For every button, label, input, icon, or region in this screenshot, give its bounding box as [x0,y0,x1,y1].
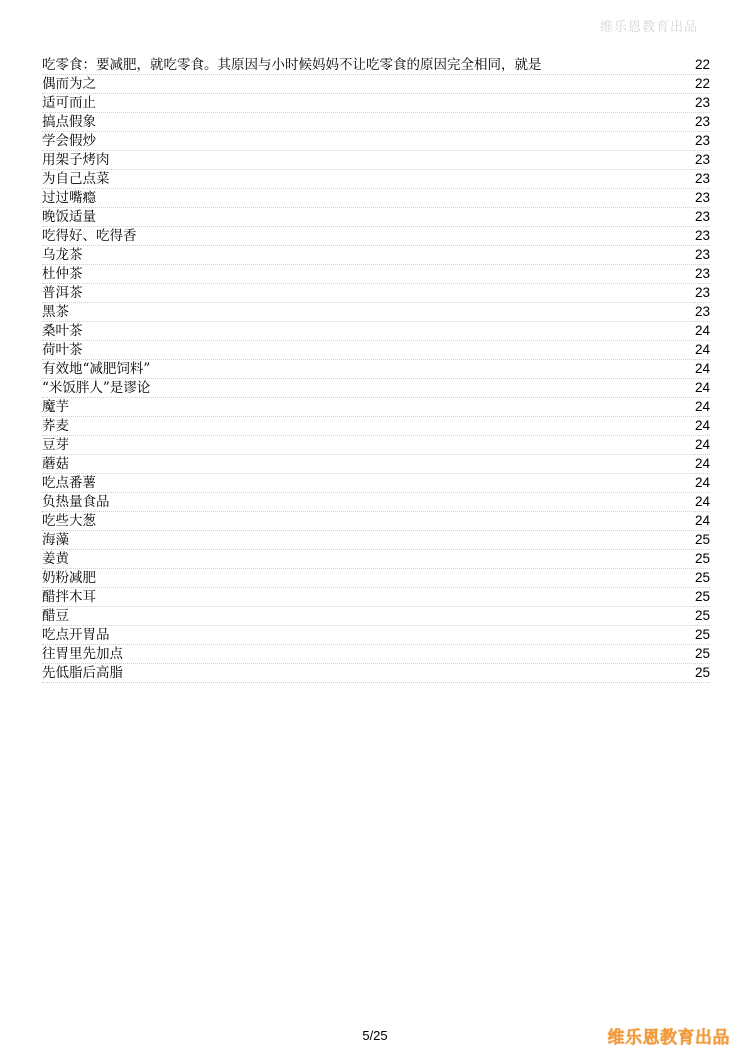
toc-entry-page: 24 [694,399,710,414]
toc-entry[interactable] [42,474,710,493]
toc-entry[interactable] [42,360,710,379]
toc-entry[interactable] [42,417,710,436]
toc-entry-title: 黑茶 [42,304,69,320]
toc-entry-title: 为自己点菜 [42,171,110,187]
toc-entry-title: 醋豆 [42,608,69,624]
toc-entry-page: 25 [694,532,710,547]
toc-entry-page: 23 [694,114,710,129]
toc-entry-title: 豆芽 [42,437,69,453]
toc-entry-page: 25 [694,665,710,680]
toc-entry-page: 23 [694,209,710,224]
toc-entry[interactable] [42,151,710,170]
toc-entry-page: 24 [694,323,710,338]
toc-entry-title: 有效地“减肥饲料” [42,361,151,377]
toc-entry-title: 桑叶茶 [42,323,83,339]
table-of-contents [42,56,710,683]
toc-entry[interactable] [42,569,710,588]
toc-entry[interactable] [42,398,710,417]
toc-entry-page: 23 [694,95,710,110]
toc-entry-page: 24 [694,342,710,357]
toc-entry-title: 学会假炒 [42,133,96,149]
toc-entry-title: 吃得好、吃得香 [42,228,137,244]
toc-entry-title: 魔芋 [42,399,69,415]
toc-entry[interactable] [42,455,710,474]
toc-entry-title: 负热量食品 [42,494,110,510]
toc-entry[interactable] [42,664,710,683]
toc-entry[interactable] [42,208,710,227]
toc-entry-page: 24 [694,418,710,433]
toc-entry-title: 往胃里先加点 [42,646,123,662]
toc-entry[interactable] [42,493,710,512]
toc-entry[interactable] [42,56,710,75]
toc-entry-title: 普洱茶 [42,285,83,301]
toc-entry[interactable] [42,189,710,208]
toc-entry[interactable] [42,303,710,322]
toc-entry-title: 蘑菇 [42,456,69,472]
toc-entry[interactable] [42,550,710,569]
toc-entry[interactable] [42,322,710,341]
toc-entry-page: 24 [694,437,710,452]
toc-entry-page: 23 [694,285,710,300]
toc-entry-page: 24 [694,456,710,471]
toc-entry-page: 25 [694,608,710,623]
toc-entry-title: 杜仲茶 [42,266,83,282]
toc-entry-title: 吃点开胃品 [42,627,110,643]
toc-entry[interactable] [42,645,710,664]
toc-entry-page: 24 [694,513,710,528]
toc-entry-page: 25 [694,570,710,585]
toc-entry-title: 荷叶茶 [42,342,83,358]
toc-entry[interactable] [42,379,710,398]
toc-entry-page: 22 [694,57,710,72]
toc-entry-title: 先低脂后高脂 [42,665,123,681]
toc-entry-title: 乌龙茶 [42,247,83,263]
toc-entry[interactable] [42,626,710,645]
toc-entry[interactable] [42,227,710,246]
toc-entry-page: 22 [694,76,710,91]
toc-entry[interactable] [42,607,710,626]
toc-entry-page: 23 [694,266,710,281]
toc-entry-page: 23 [694,228,710,243]
toc-entry[interactable] [42,170,710,189]
toc-entry-page: 24 [694,494,710,509]
toc-entry-title: 晚饭适量 [42,209,96,225]
toc-entry-page: 25 [694,589,710,604]
toc-entry-title: 适可而止 [42,95,96,111]
toc-entry-page: 25 [694,646,710,661]
toc-entry-page: 23 [694,304,710,319]
toc-entry-title: 吃点番薯 [42,475,96,491]
toc-entry-page: 25 [694,627,710,642]
toc-entry[interactable] [42,436,710,455]
toc-entry-title: 醋拌木耳 [42,589,96,605]
toc-entry-page: 23 [694,247,710,262]
toc-entry[interactable] [42,284,710,303]
toc-entry[interactable] [42,341,710,360]
toc-entry-title: 偶而为之 [42,76,96,92]
toc-entry-page: 23 [694,133,710,148]
toc-entry-title: 荞麦 [42,418,69,434]
toc-entry-page: 23 [694,152,710,167]
header-watermark: 维乐恩教育出品 [599,20,698,35]
toc-entry-title: 用架子烤肉 [42,152,110,168]
toc-entry-page: 24 [694,380,710,395]
toc-entry[interactable] [42,512,710,531]
toc-entry-title: 过过嘴瘾 [42,190,96,206]
toc-entry[interactable] [42,531,710,550]
toc-entry-title: 搞点假象 [42,114,96,130]
toc-entry-title: “米饭胖人”是谬论 [42,380,151,396]
toc-entry-page: 24 [694,475,710,490]
toc-entry[interactable] [42,588,710,607]
publisher-logo: 维乐恩教育出品 [607,1028,730,1048]
toc-entry-title: 吃些大葱 [42,513,96,529]
toc-entry-title: 奶粉减肥 [42,570,96,586]
toc-entry-page: 23 [694,190,710,205]
toc-entry[interactable] [42,94,710,113]
toc-entry[interactable] [42,265,710,284]
page-number: 5/25 [362,1028,388,1043]
toc-entry-title: 吃零食：要减肥，就吃零食。其原因与小时候妈妈不让吃零食的原因完全相同，就是 [42,57,542,73]
toc-entry[interactable] [42,113,710,132]
toc-entry[interactable] [42,246,710,265]
toc-entry[interactable] [42,75,710,94]
toc-entry-title: 姜黄 [42,551,69,567]
toc-entry-page: 25 [694,551,710,566]
toc-entry[interactable] [42,132,710,151]
toc-entry-title: 海藻 [42,532,69,548]
toc-entry-page: 23 [694,171,710,186]
toc-entry-page: 24 [694,361,710,376]
